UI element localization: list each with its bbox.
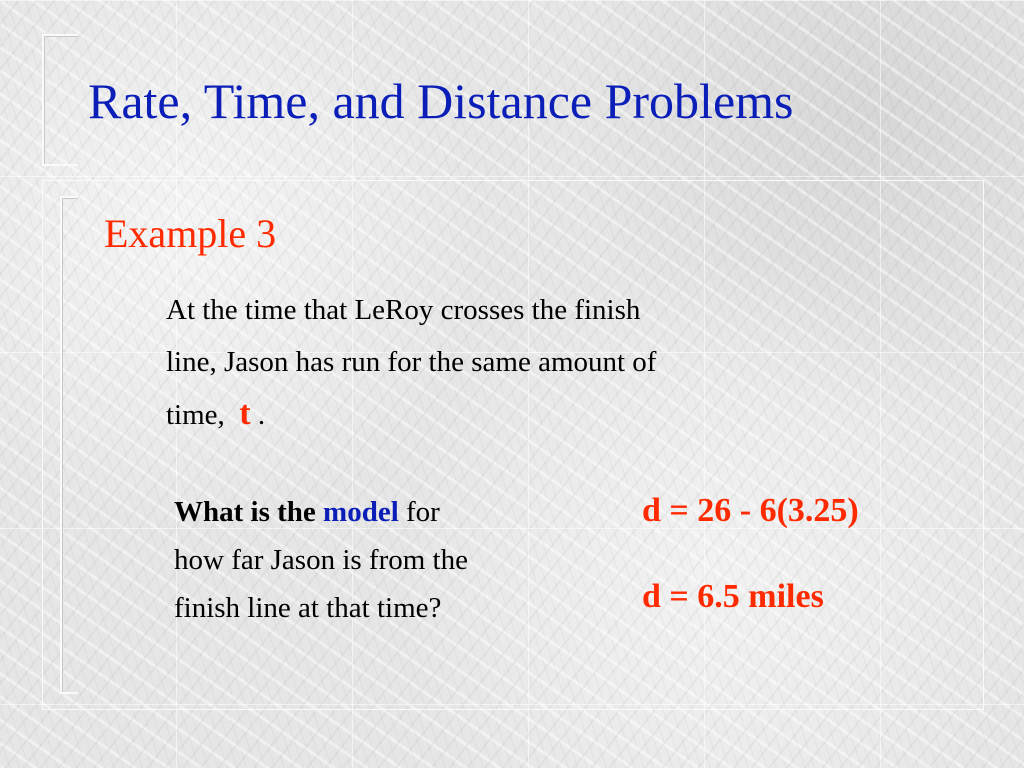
question-model-word: model <box>323 496 399 528</box>
question-after-model: for <box>406 496 440 528</box>
tile-seam <box>0 176 1024 177</box>
question-text <box>174 488 594 632</box>
problem-line-3-suffix: . <box>257 399 266 431</box>
question-line-3: finish line at that time? <box>174 592 442 624</box>
problem-line-1: At the time that LeRoy crosses the finish <box>166 294 641 326</box>
content-accent-bar <box>60 196 78 694</box>
title-accent-bar <box>42 34 78 166</box>
slide-title: Rate, Time, and Distance Problems <box>88 73 794 129</box>
problem-line-3-prefix: time, <box>166 399 225 431</box>
problem-line-2: line, Jason has run for the same amount of <box>166 346 657 378</box>
tile-seam <box>0 0 1024 1</box>
question-lead: What is the <box>174 496 316 528</box>
question-line-2: how far Jason is from the <box>174 544 468 576</box>
example-heading: Example 3 <box>104 211 277 256</box>
variable-t: t <box>239 395 251 432</box>
result-answer: d = 6.5 miles <box>642 578 824 615</box>
equation-answer: d = 26 - 6(3.25) <box>642 492 859 529</box>
problem-statement <box>166 284 866 441</box>
